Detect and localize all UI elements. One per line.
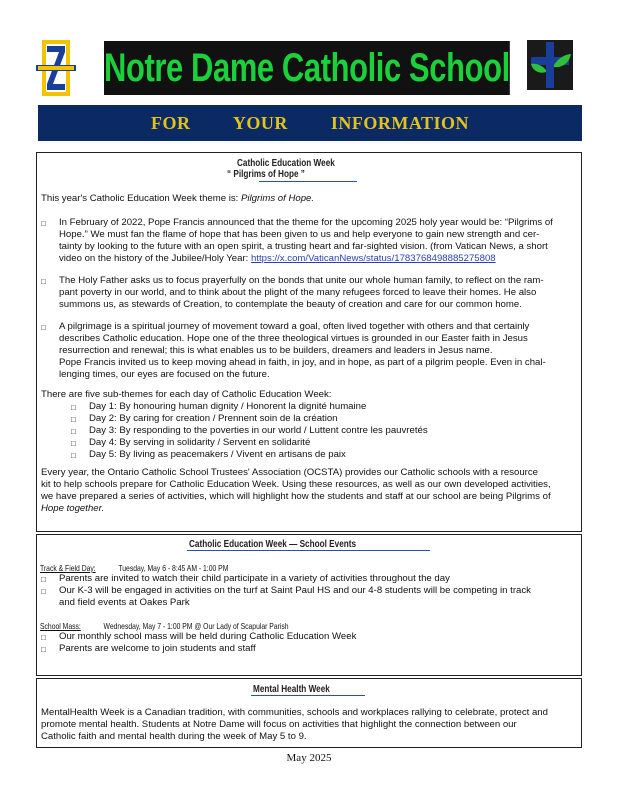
bullet-square-icon: □ [71,427,76,436]
bullet-square-icon: □ [71,403,76,412]
track-field-when: Tuesday, May 6 - 8:45 AM - 1:00 PM [118,563,229,573]
bullet-square-icon: □ [41,219,46,228]
cew-intro-theme: Pilgrims of Hope. [241,193,315,204]
cew-p2-line: summons us, as stewards of Creation, to contemplate the beauty of creation and care for our common home. [59,299,522,310]
cew-p3-line: resurrection and renewal; this is what enables us to be builders, dreamers and leaders in Jesus name. [59,345,493,356]
cross-leaf-icon [527,40,573,90]
cew-p2-line: The Holy Father asks us to focus prayerfully on the bonds that unite our whole human family, to reflect on the ram- [59,275,544,286]
bullet-square-icon: □ [71,415,76,424]
mental-health-underline [251,695,365,696]
cew-p1-line: In February of 2022, Pope Francis announced that the theme for the upcoming 2025 holy year would be: “Pilgrims of [59,217,553,228]
cew-closing-last: Hope together. [41,503,105,514]
cew-p3-line: lenging times, our eyes are focused on the future. [59,369,270,380]
bullet-square-icon: □ [41,277,46,286]
cew-day-item: Day 5: By living as peacemakers / Vivent en artisans de paix [89,449,346,460]
bullet-square-icon: □ [41,645,46,654]
school-name-banner: Notre Dame Catholic School [104,41,510,95]
info-banner-text: FOR YOUR INFORMATION [151,113,469,133]
mental-health-title: Mental Health Week [253,684,330,695]
mental-health-section [36,678,582,748]
cew-section [36,152,582,532]
cew-subthemes-intro: There are five sub-themes for each day of Catholic Education Week: [41,389,332,400]
cew-theme-underline [259,181,357,182]
cew-intro [41,193,314,205]
cew-p3-line: Pope Francis invited us to keep moving ahead in faith, in joy, and in hope, as part of a pilgrim people. Even in chal- [59,357,546,368]
bullet-square-icon: □ [41,633,46,642]
nd-monogram-icon [36,38,76,98]
cew-p1-line [59,253,496,265]
mental-health-line: Catholic faith and mental health during the week of May 5 to 9. [41,731,307,742]
school-mass-heading [40,621,289,631]
track-item: Parents are invited to watch their child participate in a variety of activities throughout the day [59,573,450,584]
cew-title: Catholic Education Week [237,158,335,169]
events-title: Catholic Education Week — School Events [189,539,357,550]
cew-p1-line: tainty by looking to the future with an open spirit, a trusting heart and far-sighted vision. (from Vatican News, a short [59,241,548,252]
cew-p3-line: describes Catholic education. Hope one of the three theological virtues is grounded in our Easter faith in Jesus [59,333,528,344]
track-item: and field events at Oakes Park [59,597,190,608]
cew-intro-prefix: This year's Catholic Education Week theme is: [41,193,242,204]
bullet-square-icon: □ [41,575,46,584]
cew-day-item: Day 2: By caring for creation / Prennent soin de la création [89,413,338,424]
cew-closing-line: kit to help schools prepare for Catholic Education Week. Using these resources, as well as our own developed activities, [41,479,551,490]
mental-health-line: MentalHealth Week is a Canadian tradition, with communities, schools and workplaces rallying to celebrate, protect and [41,707,548,718]
cew-theme-line: “ Pilgrims of Hope ” [227,169,305,180]
cew-p1-line-text: video on the history of the Jubilee/Holy Year: [59,253,249,264]
events-section [36,534,582,676]
school-mass-label: School Mass: [40,621,81,631]
cew-p1-line: Hope.” We must fan the flame of hope that has been given to us and help everyone to gain new strength and cer- [59,229,540,240]
cew-day-item: Day 4: By serving in solidarity / Servent en solidarité [89,437,311,448]
mental-health-line: promote mental health. Students at Notre Dame will focus on activities that highlight the connection between our [41,719,517,730]
track-item: Our K-3 will be engaged in activities on the turf at Saint Paul HS and our 4-8 students will be competing in track [59,585,531,596]
footer-date: May 2025 [286,752,332,764]
cew-p3-line: A pilgrimage is a spiritual journey of movement toward a goal, often lived together with others and that certainly [59,321,530,332]
vatican-news-link[interactable]: https://x.com/VaticanNews/status/1783768498885275808 [251,253,496,264]
mass-item: Our monthly school mass will be held during Catholic Education Week [59,631,357,642]
events-title-underline [187,550,430,551]
school-mass-when: Wednesday, May 7 - 1:00 PM @ Our Lady of Scapular Parish [103,621,289,631]
cew-closing-line: Every year, the Ontario Catholic School Trustees' Association (OCSTA) provides our Catholic schools with a resource [41,467,539,478]
track-field-label: Track & Field Day: [40,563,96,573]
cew-day-item: Day 1: By honouring human dignity / Honorent la dignité humaine [89,401,367,412]
bullet-square-icon: □ [41,323,46,332]
bullet-square-icon: □ [71,451,76,460]
mass-item: Parents are welcome to join students and staff [59,643,256,654]
cew-day-item: Day 3: By responding to the poverties in our world / Luttent contre les pauvretés [89,425,428,436]
cew-p2-line: pant poverty in our world, and to think about the plight of the many refugees forced to leave their homes. He also [59,287,537,298]
track-field-heading [40,563,228,573]
cew-closing-line: we have prepared a series of activities, which will highlight how the students and staff at our school are being Pilgrims of [41,491,551,502]
bullet-square-icon: □ [41,587,46,596]
bullet-square-icon: □ [71,439,76,448]
